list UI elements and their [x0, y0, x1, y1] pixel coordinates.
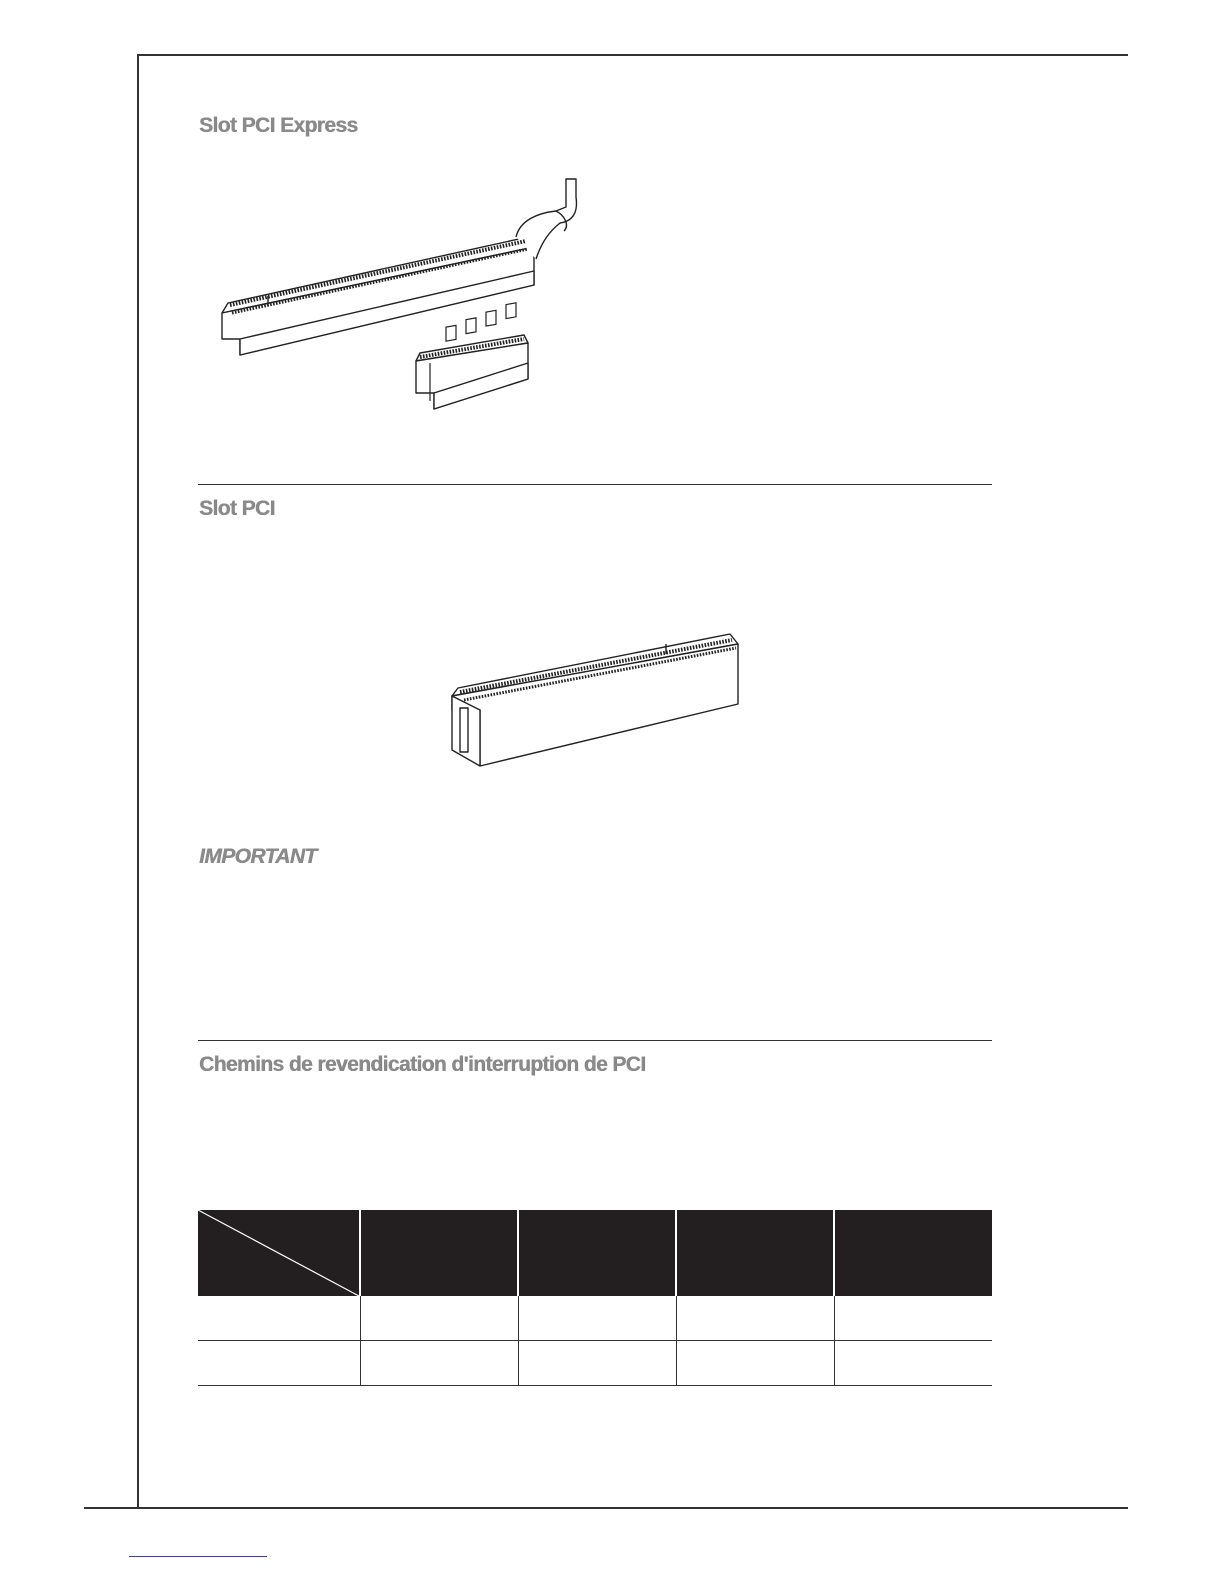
footer-link-underline[interactable] — [129, 1556, 267, 1557]
table-header-row — [198, 1210, 992, 1296]
section-title-irq: Chemins de revendication d'interruption de PCI — [199, 1053, 646, 1076]
table-header-corner — [198, 1210, 360, 1296]
table-header-cell — [676, 1210, 834, 1296]
table-cell — [198, 1296, 360, 1341]
table-header-cell — [834, 1210, 992, 1296]
section-title-pcie: Slot PCI Express — [199, 114, 358, 137]
section-divider-2 — [198, 1040, 992, 1041]
page-top-rule — [137, 54, 1128, 56]
table-header-cell — [360, 1210, 518, 1296]
page-bottom-rule — [84, 1507, 1128, 1509]
pci-slot-illustration — [450, 630, 750, 770]
header-diagonal — [198, 1210, 359, 1296]
table-header-cell — [518, 1210, 676, 1296]
pcie-slot-illustration — [220, 175, 620, 435]
page-left-rule — [137, 54, 139, 1508]
table-cell — [360, 1296, 518, 1341]
table-row — [198, 1296, 992, 1341]
table-cell — [834, 1296, 992, 1341]
irq-routing-table — [198, 1210, 992, 1386]
table-cell — [676, 1296, 834, 1341]
important-title: IMPORTANT — [199, 845, 317, 868]
table-cell — [518, 1341, 676, 1386]
table-row — [198, 1341, 992, 1386]
table-cell — [834, 1341, 992, 1386]
table-cell — [676, 1341, 834, 1386]
table-cell — [518, 1296, 676, 1341]
table-cell — [360, 1341, 518, 1386]
section-title-pci: Slot PCI — [199, 497, 275, 520]
section-divider-1 — [198, 484, 992, 485]
table-cell — [198, 1341, 360, 1386]
